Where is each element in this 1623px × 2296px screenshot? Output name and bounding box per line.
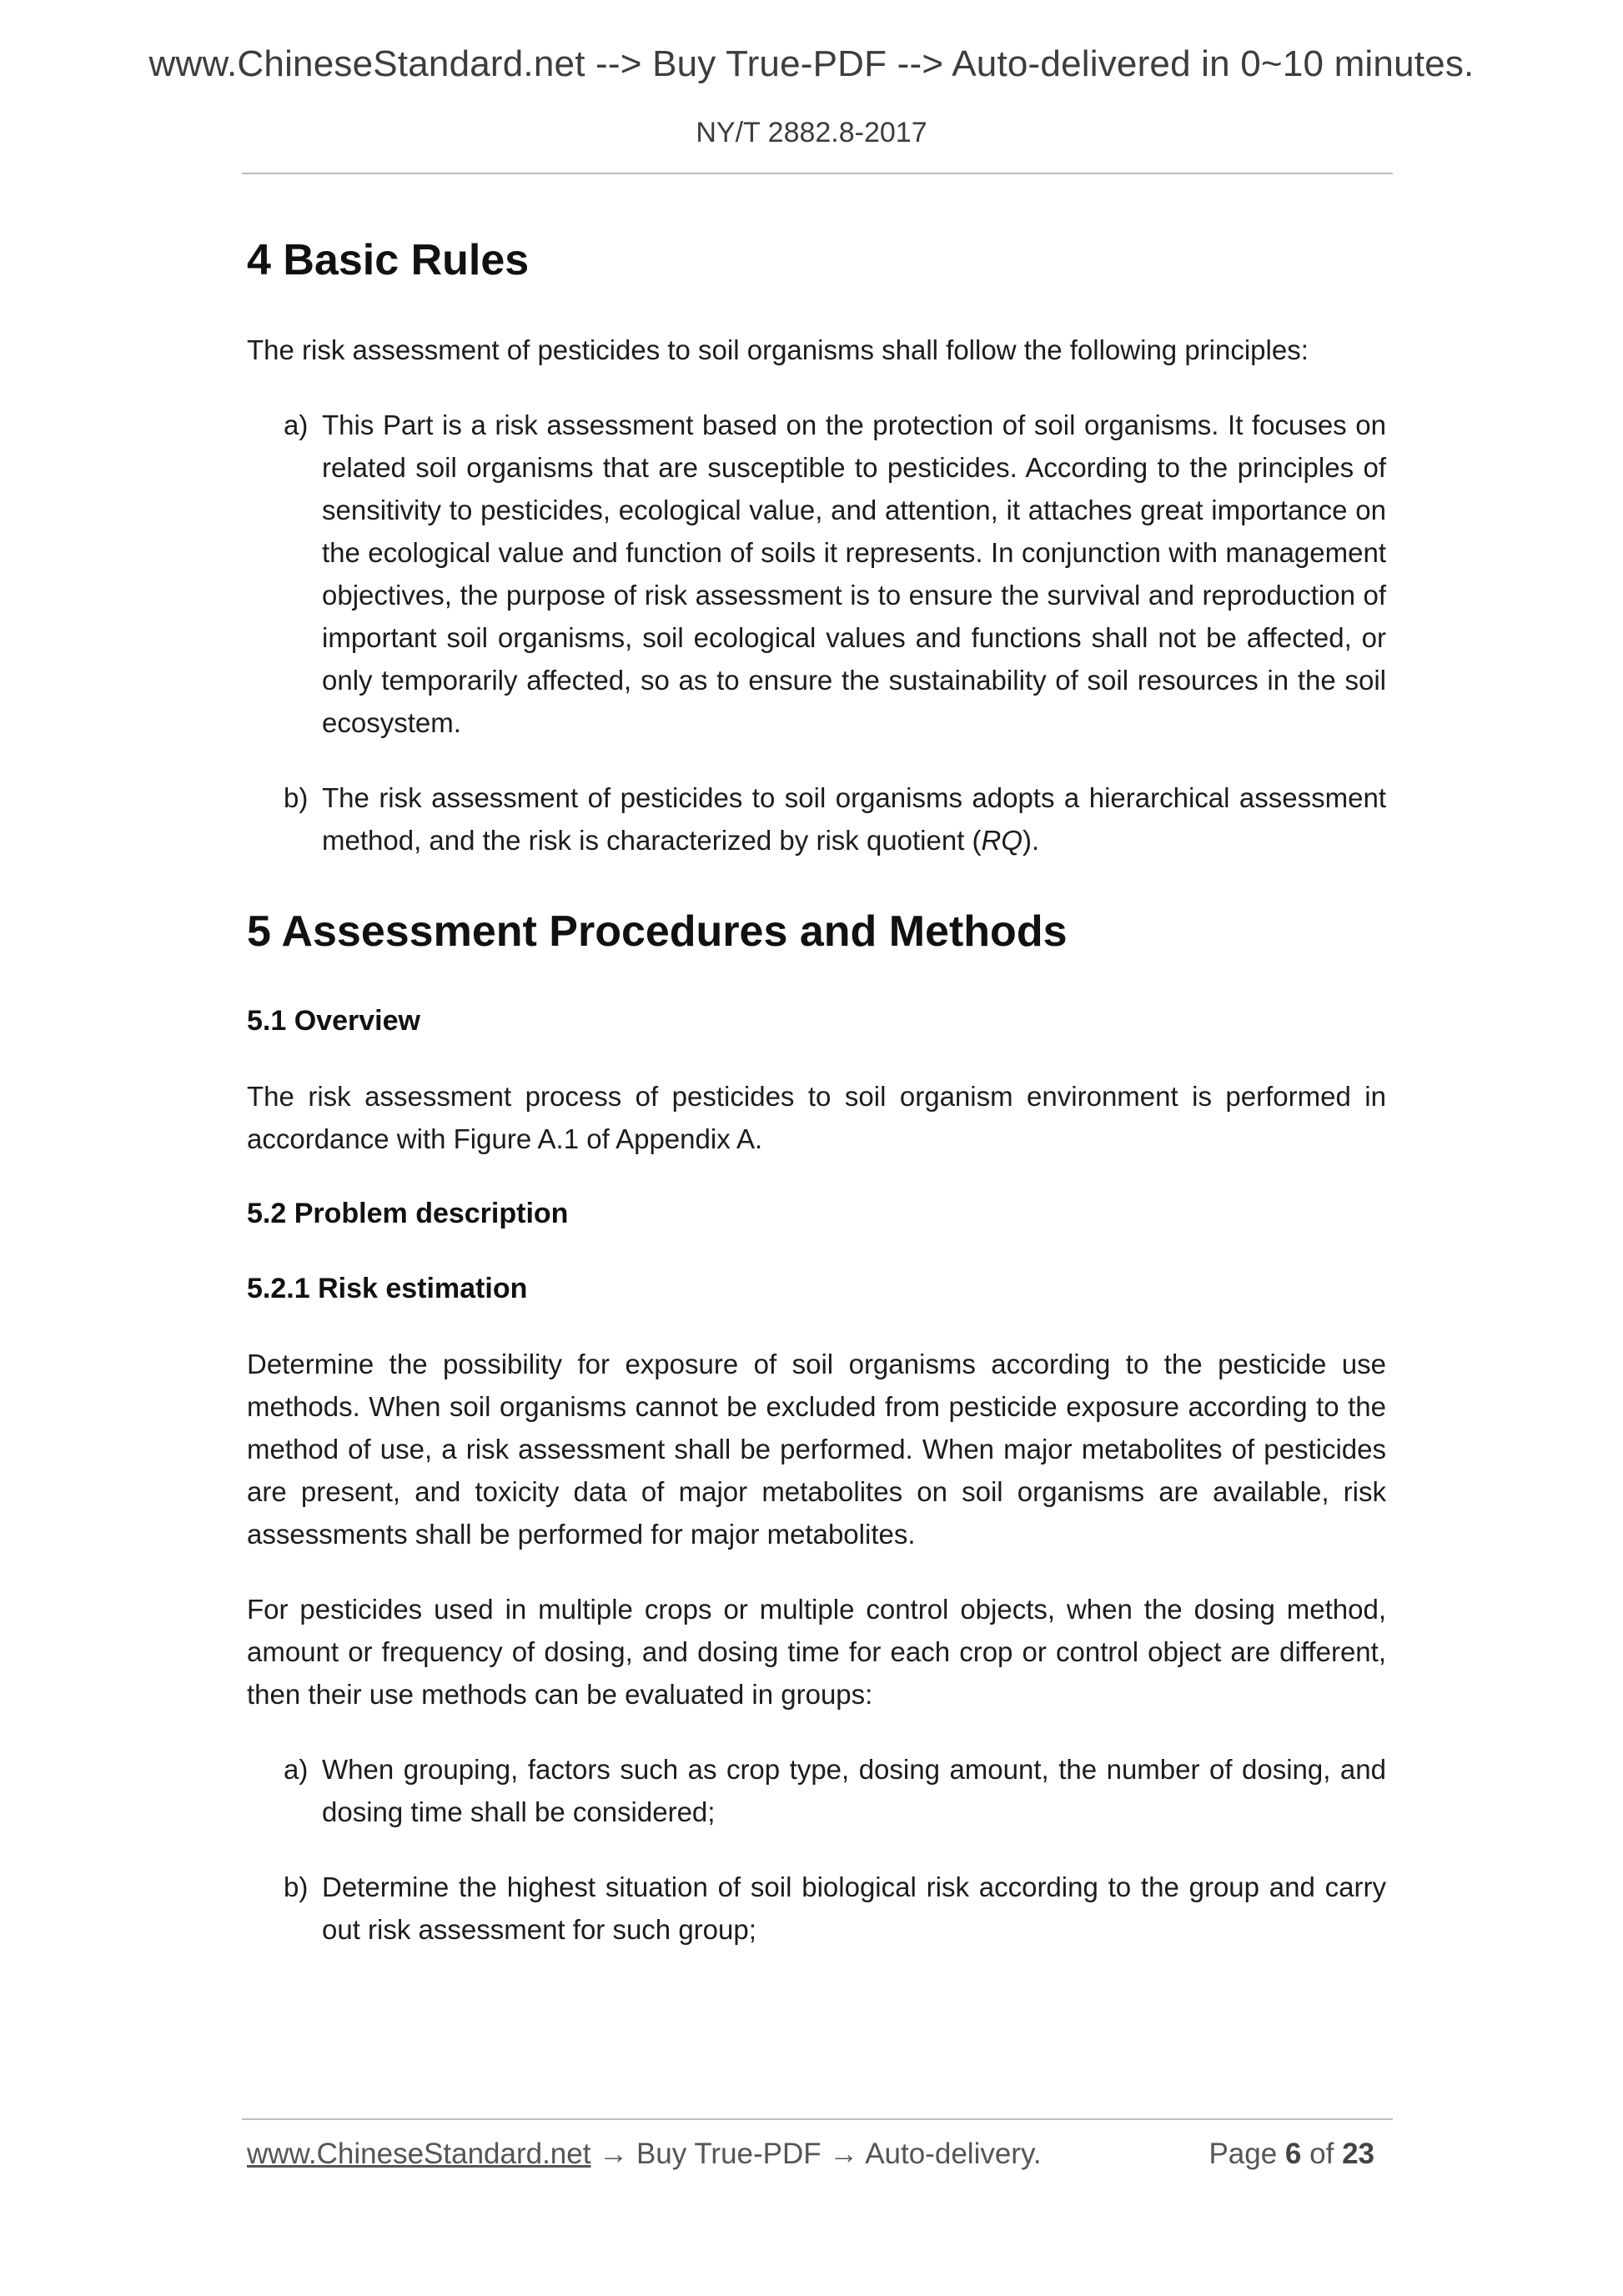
arrow-icon: → <box>829 2138 859 2170</box>
list-item-text <box>322 776 1386 862</box>
list-item-text: Determine the highest situation of soil biological risk according to the group and carry out risk assessment for such group; <box>322 1871 1386 1945</box>
list-marker: a) <box>284 1754 309 1785</box>
footer-divider <box>242 2118 1393 2120</box>
section-4-heading: 4 Basic Rules <box>247 236 530 284</box>
header-divider <box>242 173 1393 174</box>
section-5-2-1-heading: 5.2.1 Risk estimation <box>247 1273 528 1304</box>
section-5-item-b <box>247 1866 1386 1951</box>
section-5-2-1-paragraph-1: Determine the possibility for exposure of soil organisms according to the pesticide use methods. When soil organisms cannot be excluded from pesticide exposure according to the method of use, a risk assessment shall be performed. When major metabolites of pesticides are present, and toxicity data of major metabolites on soil organisms are available, risk assessments shall be performed for major metabolites. <box>247 1349 1386 1550</box>
list-marker: b) <box>284 782 309 813</box>
page-total: 23 <box>1342 2138 1374 2170</box>
section-5-2-1-paragraph-2: For pesticides used in multiple crops or multiple control objects, when the dosing method, amount or frequency of dosing, and dosing time for each crop or control object are different, then their use methods can be evaluated in groups: <box>247 1594 1386 1710</box>
list-marker: b) <box>284 1871 309 1902</box>
arrow-icon: → <box>599 2138 629 2170</box>
header-banner: www.ChineseStandard.net --> Buy True-PDF --> Auto-delivered in 0~10 minutes. <box>148 43 1475 84</box>
list-item-text: This Part is a risk assessment based on the protection of soil organisms. It focuses on related soil organisms that are susceptible to pesticides. According to the principles of sensitivity to pesticides, ecological value, and attention, it attaches great importance on the ecological value and function of soils it represents. In conjunction with management objectives, the purpose of risk assessment is to ensure the survival and reproduction of important soil organisms, soil ecological values and functions shall not be affected, or only temporarily affected, so as to ensure the sustainability of soil resources in the soil ecosystem. <box>322 409 1386 738</box>
footer-buy-text: Buy True-PDF <box>636 2138 822 2170</box>
standard-code: NY/T 2882.8-2017 <box>696 117 927 148</box>
item-text-end: ). <box>1023 825 1040 856</box>
section-5-1-heading: 5.1 Overview <box>247 1005 420 1037</box>
section-4-item-a <box>247 404 1386 744</box>
footer-delivery-text: Auto-delivery. <box>865 2138 1042 2170</box>
section-4-item-b <box>247 776 1386 862</box>
section-4-intro: The risk assessment of pesticides to soil organisms shall follow the following principles: <box>247 334 1309 365</box>
list-marker: a) <box>284 409 309 440</box>
item-text-start: The risk assessment of pesticides to soil organisms adopts a hierarchical assessment method, and the risk is characterized by risk quotient ( <box>322 782 1386 856</box>
rq-symbol: RQ <box>981 825 1023 856</box>
section-5-1-text: The risk assessment process of pesticides to soil organism environment is performed in accordance with Figure A.1 of Appendix A. <box>247 1081 1386 1154</box>
footer-site-link[interactable]: www.ChineseStandard.net <box>247 2138 591 2170</box>
document-body <box>247 234 1386 1983</box>
list-item-text: When grouping, factors such as crop type, dosing amount, the number of dosing, and dosing time shall be considered; <box>322 1754 1386 1827</box>
of-label: of <box>1309 2138 1334 2170</box>
page-label: Page <box>1208 2138 1278 2170</box>
section-5-heading: 5 Assessment Procedures and Methods <box>247 907 1068 956</box>
page-number: 6 <box>1284 2138 1302 2170</box>
page-indicator <box>1208 2138 1374 2171</box>
section-5-item-a <box>247 1748 1386 1833</box>
section-5-2-heading: 5.2 Problem description <box>247 1198 569 1229</box>
page-footer <box>247 2138 1386 2171</box>
